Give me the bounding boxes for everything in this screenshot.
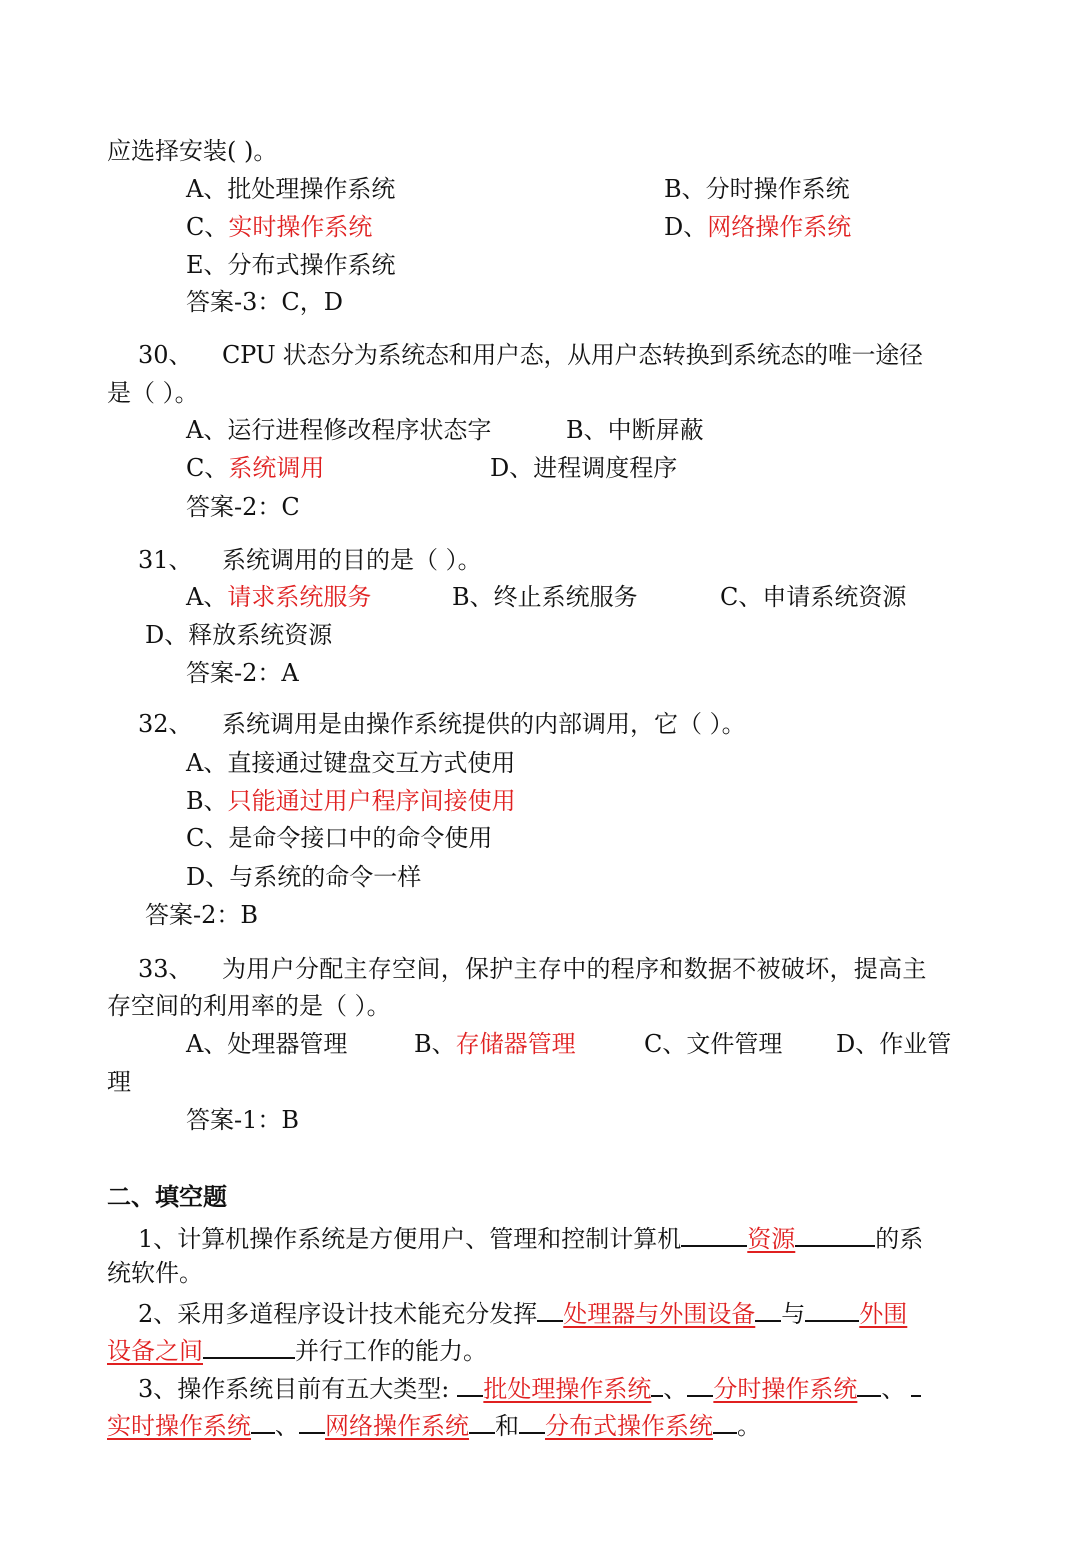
fill-3-end: 。 <box>737 1412 761 1440</box>
q30-option-a <box>186 415 491 445</box>
fill-2-suffix: 并行工作的能力。 <box>295 1337 487 1365</box>
option-label: A、 <box>186 583 228 611</box>
blank-line <box>795 1221 875 1247</box>
fill-2-answer-2b: 设备之间 <box>107 1337 203 1365</box>
blank-line <box>651 1371 663 1397</box>
q31-option-d <box>145 620 332 650</box>
fill-3-answer-3: 实时操作系统 <box>107 1412 251 1440</box>
q33-stem-line1: 为用户分配主存空间，保护主存中的程序和数据不被破坏，提高主 <box>222 955 927 983</box>
q30-option-d <box>490 453 677 483</box>
option-label: C、 <box>644 1030 687 1058</box>
option-label: D、 <box>186 863 230 891</box>
fill-3-answer-1: 批处理操作系统 <box>483 1375 652 1403</box>
fill-3-and: 和 <box>495 1412 519 1440</box>
q29-option-a <box>186 174 395 204</box>
fill-3-sep: 、 <box>275 1412 299 1440</box>
blank-line <box>755 1296 781 1322</box>
blank-line <box>299 1408 325 1434</box>
q29-option-b <box>664 174 850 204</box>
option-text-correct: 网络操作系统 <box>707 213 852 241</box>
fill-3-answer-5: 分布式操作系统 <box>545 1412 713 1440</box>
option-label: B、 <box>414 1030 456 1058</box>
option-label: C、 <box>186 824 229 852</box>
option-label: C、 <box>186 213 229 241</box>
fill-1-prefix: 1、计算机操作系统是方便用户、管理和控制计算机 <box>138 1225 682 1253</box>
blank-line <box>681 1221 747 1247</box>
q33-option-d-wrap: 理 <box>107 1068 131 1096</box>
fill-1-line1 <box>138 1221 923 1254</box>
q31-number: 31、 <box>138 546 193 574</box>
option-label: D、 <box>490 454 534 482</box>
option-label: B、 <box>186 787 228 815</box>
option-text: 是命令接口中的命令使用 <box>228 824 493 852</box>
option-text: 中断屏蔽 <box>607 416 704 444</box>
blank-line <box>457 1371 483 1397</box>
q30-option-b <box>566 415 704 445</box>
option-text: 批处理操作系统 <box>227 175 396 203</box>
option-text: 直接通过键盘交互方式使用 <box>227 749 516 777</box>
fill-2-prefix: 2、采用多道程序设计技术能充分发挥 <box>138 1300 538 1328</box>
blank-line <box>519 1408 545 1434</box>
blank-line <box>857 1371 881 1397</box>
option-label: E、 <box>186 251 228 279</box>
fill-1-suffix: 的系 <box>875 1225 924 1253</box>
q33-option-b <box>414 1029 576 1059</box>
option-label: A、 <box>186 749 228 777</box>
q30-option-c <box>186 453 324 483</box>
option-text: 终止系统服务 <box>493 583 638 611</box>
fill-2-answer-1: 处理器与外围设备 <box>563 1300 756 1328</box>
option-label: C、 <box>720 583 763 611</box>
blank-line <box>805 1296 859 1322</box>
option-label: A、 <box>186 175 228 203</box>
q32-option-d <box>186 862 421 892</box>
option-label: C、 <box>186 454 229 482</box>
q33-option-d <box>836 1029 951 1059</box>
option-text-correct: 请求系统服务 <box>227 583 372 611</box>
q29-stem-tail: 应选择安装( )。 <box>107 137 278 165</box>
option-label: D、 <box>664 213 708 241</box>
fill-1-answer: 资源 <box>747 1225 796 1253</box>
blank-line <box>203 1333 295 1359</box>
q30-number: 30、 <box>138 341 193 369</box>
option-text: 作业管 <box>879 1030 952 1058</box>
q31-answer: 答案-2：A <box>186 659 299 687</box>
q30-stem-line1: CPU 状态分为系统态和用户态，从用户态转换到系统态的唯一途径 <box>222 341 923 369</box>
q29-answer: 答案-3：C，D <box>186 288 343 316</box>
q33-number: 33、 <box>138 955 193 983</box>
q33-option-a <box>186 1029 347 1059</box>
q33-option-c <box>644 1029 782 1059</box>
q31-option-b <box>452 582 638 612</box>
q33-answer: 答案-1：B <box>186 1106 300 1134</box>
option-label: D、 <box>836 1030 880 1058</box>
fill-3-prefix: 3、操作系统目前有五大类型: <box>138 1375 450 1403</box>
blank-line <box>911 1371 921 1397</box>
q29-option-d <box>664 212 851 242</box>
option-text: 分布式操作系统 <box>227 251 396 279</box>
fill-2-answer-2a: 外围 <box>859 1300 908 1328</box>
blank-line <box>687 1371 713 1397</box>
option-label: B、 <box>566 416 608 444</box>
blank-line <box>469 1408 495 1434</box>
q30-stem-line2: 是（ ）。 <box>107 379 199 407</box>
q32-option-c <box>186 823 492 853</box>
option-text: 与系统的命令一样 <box>229 863 422 891</box>
option-text: 申请系统资源 <box>762 583 907 611</box>
fill-3-answer-2: 分时操作系统 <box>713 1375 858 1403</box>
fill-3-line2 <box>107 1408 761 1441</box>
q32-option-a <box>186 748 515 778</box>
option-label: A、 <box>186 416 228 444</box>
blank-line <box>537 1296 563 1322</box>
fill-3-answer-4: 网络操作系统 <box>325 1412 469 1440</box>
option-text: 文件管理 <box>686 1030 783 1058</box>
option-text-correct: 只能通过用户程序间接使用 <box>227 787 516 815</box>
option-text-correct: 系统调用 <box>228 454 325 482</box>
fill-2-mid: 与 <box>781 1300 806 1328</box>
q31-option-a <box>186 582 371 612</box>
option-label: A、 <box>186 1030 228 1058</box>
blank-line <box>713 1408 737 1434</box>
option-text: 进程调度程序 <box>533 454 678 482</box>
section-title: 二、填空题 <box>107 1182 227 1211</box>
option-text: 处理器管理 <box>227 1030 348 1058</box>
fill-1-line2: 统软件。 <box>107 1259 203 1287</box>
option-text: 运行进程修改程序状态字 <box>227 416 492 444</box>
option-text: 释放系统资源 <box>188 621 333 649</box>
q32-option-b <box>186 786 516 816</box>
option-label: B、 <box>664 175 706 203</box>
q29-option-e <box>186 250 396 280</box>
q32-stem: 系统调用是由操作系统提供的内部调用，它（ ）。 <box>222 710 746 738</box>
q33-stem-line2: 存空间的利用率的是（ ）。 <box>107 992 391 1020</box>
fill-3-sep: 、 <box>881 1375 906 1403</box>
fill-3-line1 <box>138 1371 921 1404</box>
option-text: 分时操作系统 <box>705 175 850 203</box>
option-label: D、 <box>145 621 189 649</box>
option-text-correct: 存储器管理 <box>455 1030 576 1058</box>
option-text-correct: 实时操作系统 <box>228 213 373 241</box>
q31-option-c <box>720 582 906 612</box>
option-label: B、 <box>452 583 494 611</box>
fill-2-line1 <box>138 1296 907 1329</box>
q29-option-c <box>186 212 372 242</box>
q30-answer: 答案-2：C <box>186 493 300 521</box>
fill-3-sep: 、 <box>663 1375 688 1403</box>
blank-line <box>251 1408 275 1434</box>
fill-2-line2 <box>107 1333 487 1366</box>
q32-answer: 答案-2：B <box>145 901 259 929</box>
q31-stem: 系统调用的目的是（ ）。 <box>222 546 482 574</box>
q32-number: 32、 <box>138 710 193 738</box>
